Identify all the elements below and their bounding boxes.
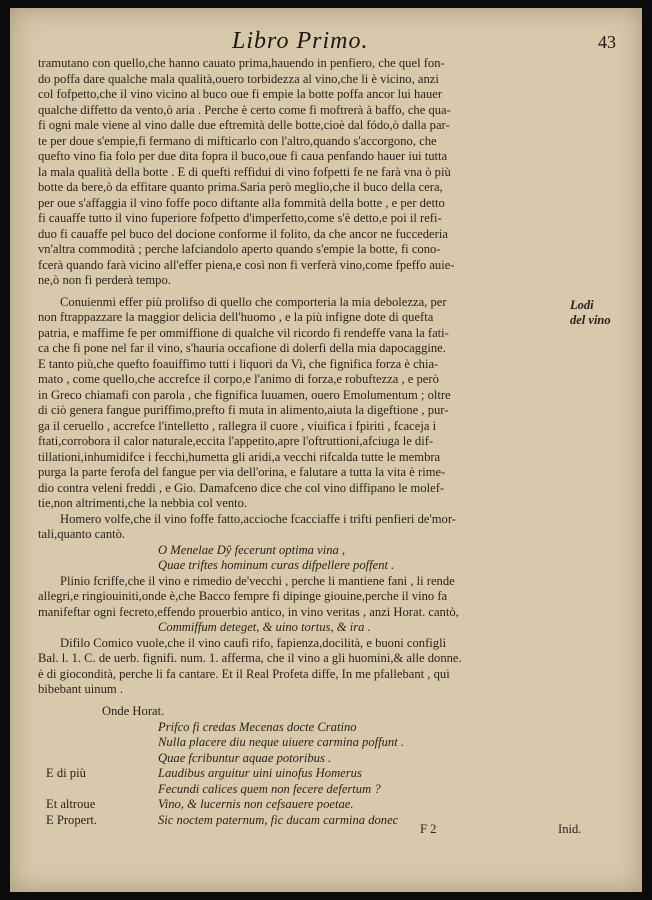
text-line: è di giocondità, perche li fa cantare. Et il Real Profeta diffe, In me pfallebant , qui [38,666,450,681]
text-line: patria, e maffime fe per ommiffione di qualche vil ricordo fi rendeffe vana la fati- [38,325,449,340]
quote-block [38,704,598,828]
quote-label: Et altroue [46,797,96,811]
quote-row [38,813,598,829]
text-line: O Menelae Dŷ fecerunt optima vina , [158,542,346,557]
quote-row [38,782,598,798]
book-page [10,8,642,892]
quote-text: Sic noctem paternum, fic ducam carmina donec [158,812,399,827]
text-line: la mala qualità della botte . E di quefti reffidui di vino fofpetti fe ne farà vna ò più [38,164,451,179]
text-line: botte da bere,ò da effitare quanto prima.Saria però meglio,che il buco della cera, [38,180,443,194]
text-line: Quae triftes hominum curas difpellere poffent . [158,558,395,572]
text-line: E tanto più,che quefto foauiffimo tutti i liquori da Vi, che fignifica forza è chia- [38,356,439,371]
quote-text: Quae fcribuntur aquae potoribus . [158,750,332,765]
quote-text: Fecundi calices quem non fecere defertum ? [158,781,381,796]
quote-row [38,797,598,813]
text-line: Bal. l. 1. C. de uerb. fignifi. num. 1. afferma, che il vino a gli huomini,& alle donne. [38,651,462,665]
text-line: fi ogni male viene al vino dalle due eftremità delle botte,cioè dal fódo,ò dalla par- [38,118,450,132]
text-line: ca che fi pone nel far il vino, s'hauria occafione di dolerfi della mia dapocaggine. [38,341,446,355]
margin-note-line: del vino [570,313,611,327]
text-line: duo fi cauaffe pel buco del docione conforme il folito, da che ancor ne fuccederia [38,226,448,241]
quote-label: E di più [46,766,86,780]
text-line: tramutano con quello,che hanno cauato prima,hauendo in penfiero, che quel fon- [38,56,445,70]
text-line: fcerà quando farà vicino all'effer piena,e così non fi verferà vino,come fpeffo auie- [38,257,455,272]
catchword: Inid. [558,822,582,836]
text-line: in Greco chiamafi con parola , che fignifica Iuuamen, ouero Emolumentum ; oltre [38,387,451,402]
text-line: Difilo Comico vuole,che il vino caufi rifo, fapienza,docilità, e buoni configli [60,635,447,650]
text-line: tie,non altrimenti,che la nebbia col vento. [38,496,248,510]
text-line: bibebant uinum . [38,682,123,696]
text-line: mato , come quello,che accrefce il corpo,e l'animo di forza,e robuftezza , e però [38,372,439,386]
text-line: allegri,e ringiouiniti,onde è,che Bacco fempre fi dipinge giouine,perche il vino fa [38,589,448,603]
text-line: fi cauaffe tutto il vino fuperiore fofpetto d'imperfetto,come s'è detto,e poi il refi- [38,211,442,225]
text-line: ga il ceruello , accrefce l'intelletto , rallegra il cuore , viuifica i fpiriti , fcaceja i [38,418,437,433]
quote-intro-label: Onde Horat. [102,704,165,718]
text-line: ne,ò non fi perderà tempo. [38,273,171,287]
margin-note [570,298,628,328]
text-line: te per doue s'empie,fi fermano di mifticarlo con l'altro,quando s'accorgono, che [38,133,437,148]
quote-text: Laudibus arguitur uini uinofus Homerus [158,766,362,780]
text-line: dio contra veleni freddi , e Gio. Damafceno dice che col vino diffipano le molef- [38,480,445,495]
quote-row [38,751,598,767]
quote-row [38,735,598,751]
page-number: 43 [598,32,616,52]
text-line: quefto vino fia folo per due dita fopra il buco,oue fi caua penfando hauer iui tutta [38,149,448,163]
quote-intro [38,704,598,720]
text-line: manifeftar ogni fecreto,effendo prouerbio antico, in vino veritas , anzi Horat. cantò, [38,604,459,619]
text-line: per oue s'affaggia il vino foffe poco diftante alla fommità della botte , e per detto [38,195,445,210]
text-line: qualche diffetto da vento,ò aria . Perche è certo come fi moftrerà à baffo, che qua- [38,102,451,117]
margin-note-line: Lodi [570,298,594,312]
text-line: ftati,corrobora il calor naturale,eccita l'appetito,apre l'oftruttioni,afciuga le dif- [38,434,434,448]
text-line: vn'altra commodità ; perche lafciandolo aperto quando s'empie la botte, fi cono- [38,242,441,256]
text-line: tali,quanto cantò. [38,527,126,541]
text-line: tillationi,inhumidifce i fecchi,humetta gli aridi,a vecchi rifcalda tutte le membra [38,449,441,464]
quote-label: E Propert. [46,812,98,827]
text-line: Plinio fcriffe,che il vino e rimedio de'vecchi , perche li mantiene fani , li rende [60,573,455,588]
text-line: Conuienmi effer più prolifso di quello che comporteria la mia debolezza, per [60,294,447,309]
quote-row [38,720,598,736]
quote-row [38,766,598,782]
text-line: purga la parte ferofa del fangue per via dell'orina, e falutare a tutta la vita è rime- [38,465,446,479]
text-line: non ftrappazzare la maggior delicia dell'huomo , e la più infigne dote di quefta [38,310,434,324]
running-title: Libro Primo. [232,28,369,54]
text-line: do poffa dare qualche mala qualità,ouero torbidezza al vino,che li è vicino, anzi [38,71,439,86]
text-line: Homero volfe,che il vino foffe fatto,accioche fcacciaffe i trifti penfieri de'mor- [60,511,456,526]
text-line: col fofpetto,che il vino vicino al buco oue fi empie la botte poffa ancor lui hauer [38,87,443,101]
text-line: Commiffum deteget, & uino tortus, & ira . [158,620,371,634]
quote-text: Vino, & lucernis non cefsauere poetae. [158,797,354,811]
quote-text: Nulla placere diu neque uiuere carmina poffunt . [158,735,405,749]
text-line: di ciò genera fangue puriffimo,prefto fi muta in alimento,aiuta la digeftione , pur- [38,403,449,417]
main-text [38,56,566,698]
signature-mark: F 2 [420,822,437,836]
quote-text: Prifco fi credas Mecenas docte Cratino [158,719,357,734]
